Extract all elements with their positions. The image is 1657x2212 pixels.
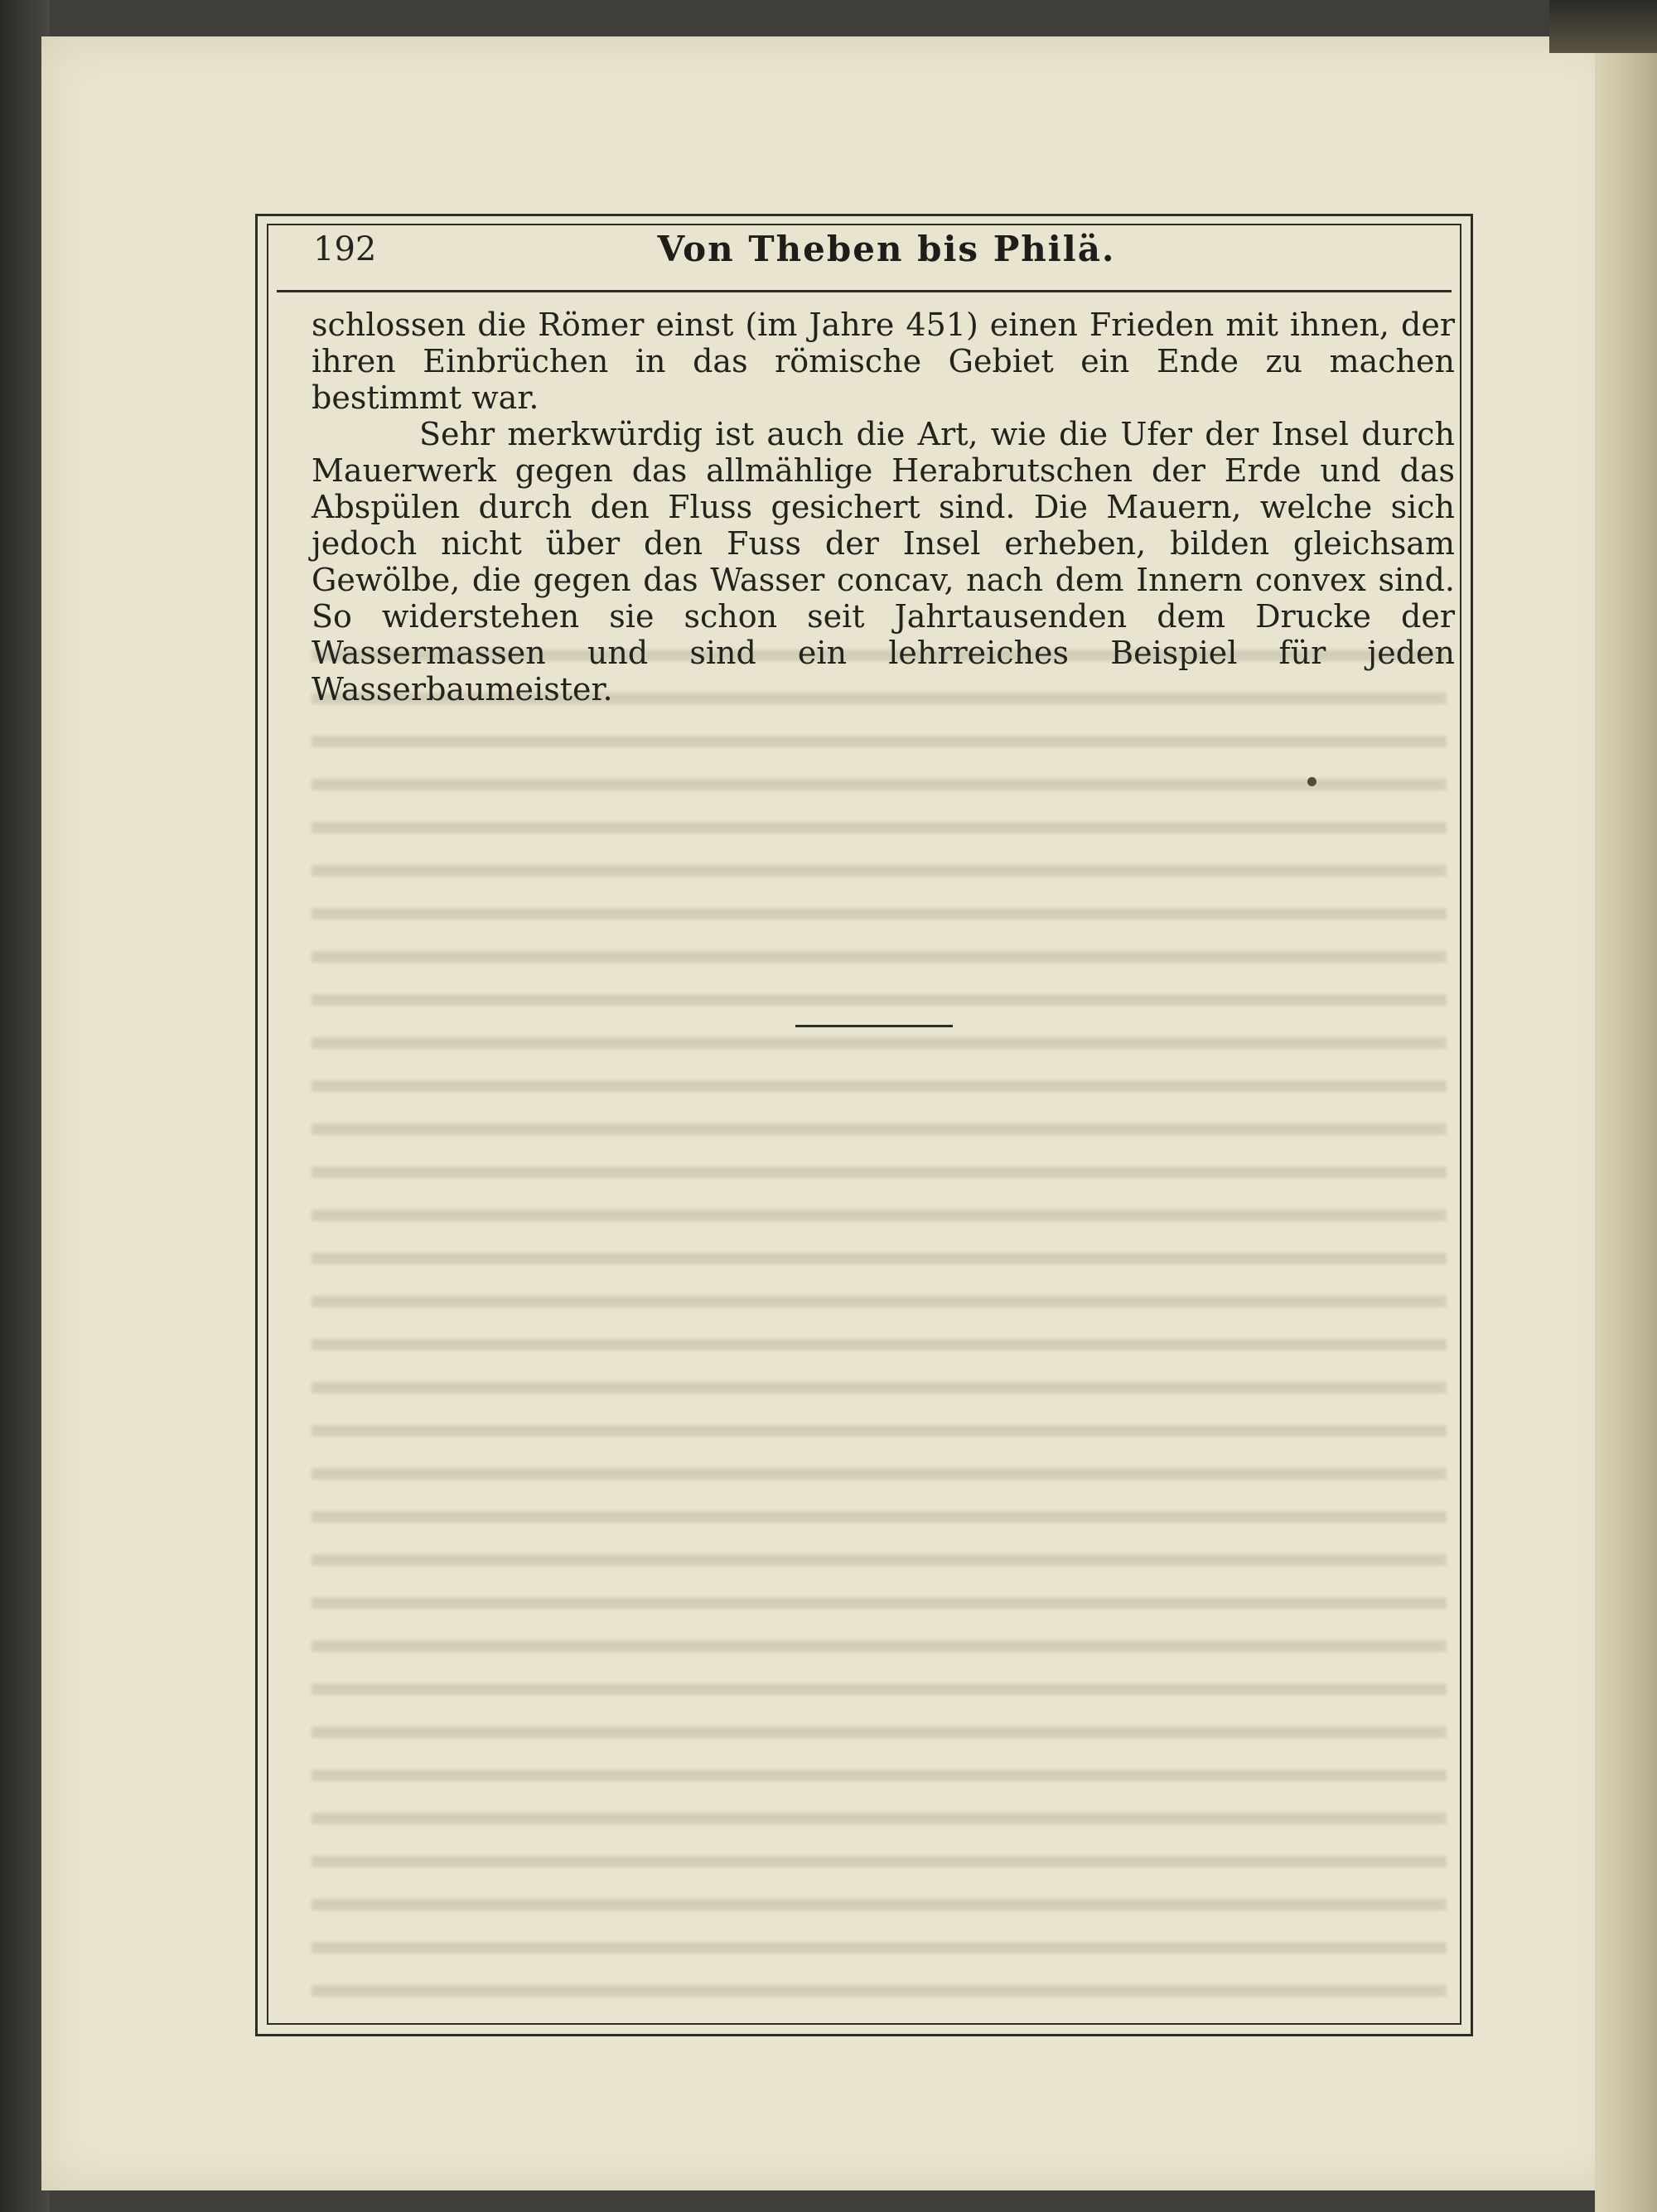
running-title: Von Theben bis Philä. [657,229,1116,269]
section-end-rule [795,1025,953,1027]
paragraph-1: schlossen die Römer einst (im Jahre 451) einen Frieden mit ihnen, der ihren Einbrüchen in das römische Gebiet ein Ende zu machen bestimmt war. [312,307,1455,416]
paragraph-2: Sehr merkwürdig ist auch die Art, wie die Ufer der Insel durch Mauerwerk gegen das allmählige Herabrutschen der Erde und das Abspülen durch den Fluss gesichert sind. Die Mauern, welche sich jedoch nicht über den Fuss der Insel erheben, bilden gleichsam Gewölbe, die gegen das Wasser concav, nach dem Innern convex sind. So widerstehen sie schon seit Jahrtausenden dem Drucke der Wassermassen und sind ein lehrreiches Beispiel für jeden Wasserbaumeister. [312,416,1455,708]
ink-spot [1307,777,1316,786]
header-rule [277,290,1452,292]
page-number: 192 [313,230,377,268]
page-gutter-fold [1595,33,1657,2212]
body-text [312,307,1455,708]
reverse-side-bleed-through [312,638,1447,2013]
book-cover-corner [1549,0,1657,53]
